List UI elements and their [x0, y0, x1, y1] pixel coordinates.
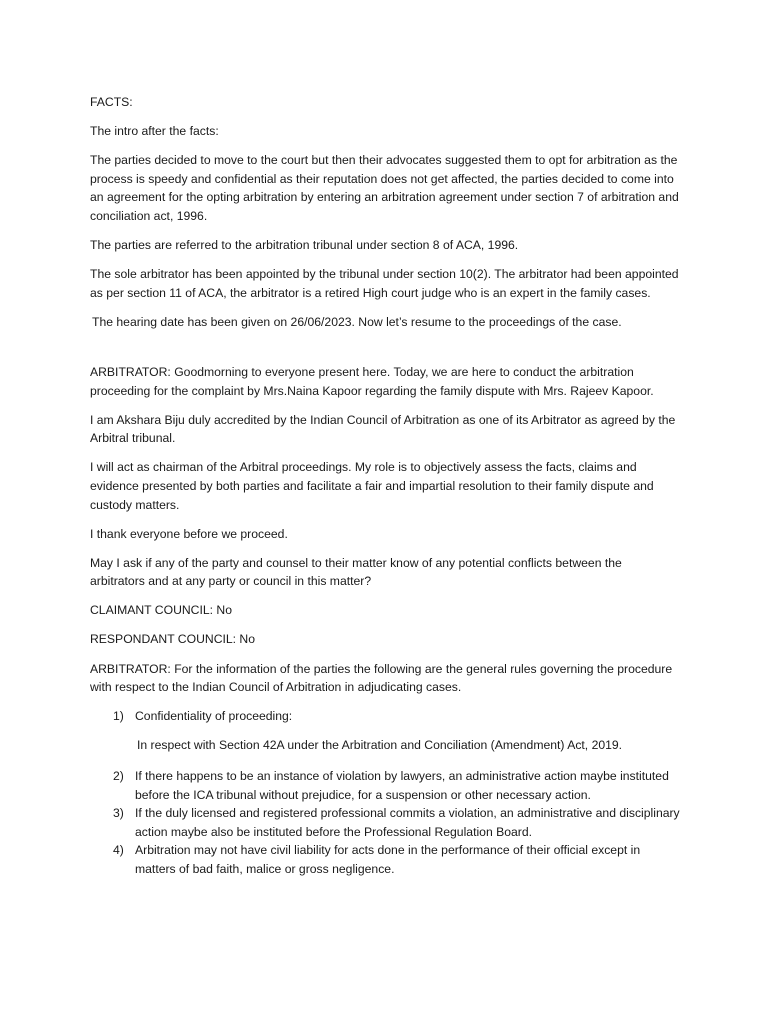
paragraph-hearing-date: The hearing date has been given on 26/06/2023. Now let’s resume to the proceedings of the case.	[92, 314, 622, 329]
list-item-text: If there happens to be an instance of violation by lawyers, an administrative action maybe instituted before the ICA tribunal without prejudice, for a suspension or other necessary action.	[135, 768, 669, 802]
intro-heading: The intro after the facts:	[90, 124, 219, 139]
list-item	[90, 804, 680, 841]
paragraph-arbitrator-intro: I am Akshara Biju duly accredited by the Indian Council of Arbitration as one of its Arbitrator as agreed by the Arbitral tribunal.	[90, 412, 676, 446]
paragraph-arbitrator-opening: ARBITRATOR: Goodmorning to everyone present here. Today, we are here to conduct the arbitration proceeding for the complaint by Mrs.Naina Kapoor regarding the family dispute with Mrs. Rajeev Kapoor.	[90, 364, 654, 398]
list-number: 3)	[113, 806, 124, 821]
paragraph-thanks: I thank everyone before we proceed.	[90, 526, 288, 541]
document-body	[90, 93, 680, 879]
list-number: 1)	[113, 709, 124, 724]
paragraph-general-rules: ARBITRATOR: For the information of the parties the following are the general rules governing the procedure with respect to the Indian Council of Arbitration in adjudicating cases.	[90, 661, 673, 695]
paragraph-arbitrator-role: I will act as chairman of the Arbitral proceedings. My role is to objectively assess the facts, claims and evidence presented by both parties and facilitate a fair and impartial resolution to their family dispute and custody matters.	[90, 460, 654, 512]
list-number: 4)	[113, 843, 124, 858]
list-item-text: If the duly licensed and registered professional commits a violation, an administrative and disciplinary action maybe also be instituted before the Professional Regulation Board.	[135, 806, 680, 839]
rule-1-detail: In respect with Section 42A under the Arbitration and Conciliation (Amendment) Act, 2019.	[137, 738, 623, 753]
blank-line	[90, 342, 680, 363]
paragraph-sole-arbitrator: The sole arbitrator has been appointed by the tribunal under section 10(2). The arbitrator had been appointed as per section 11 of ACA, the arbitrator is a retired High court judge who is an expert in the family cases.	[90, 267, 679, 300]
facts-heading: FACTS:	[90, 95, 133, 109]
list-item	[90, 707, 680, 726]
paragraph-claimant-answer: CLAIMANT COUNCIL: No	[90, 603, 232, 618]
paragraph-arbitration-choice: The parties decided to move to the court but then their advocates suggested them to opt for arbitration as the process is speedy and confidential as their reputation does not get affected, the parties decided to come into an agreement for the opting arbitration by entering an arbitration agreement under section 7 of arbitration and conciliation act, 1996.	[90, 153, 679, 223]
paragraph-referral: The parties are referred to the arbitration tribunal under section 8 of ACA, 1996.	[90, 238, 519, 253]
list-item-text: Confidentiality of proceeding:	[135, 709, 293, 724]
list-item	[90, 767, 680, 804]
list-number: 2)	[113, 768, 124, 783]
list-item	[90, 841, 680, 878]
paragraph-conflict-question: May I ask if any of the party and counsel to their matter know of any potential conflicts between the arbitrators and at any party or council in this matter?	[90, 555, 622, 589]
paragraph-respondent-answer: RESPONDANT COUNCIL: No	[90, 632, 256, 647]
rules-list	[90, 707, 680, 726]
rules-list-continued	[90, 767, 680, 879]
list-item-text: Arbitration may not have civil liability for acts done in the performance of their official except in matters of bad faith, malice or gross negligence.	[135, 843, 641, 876]
